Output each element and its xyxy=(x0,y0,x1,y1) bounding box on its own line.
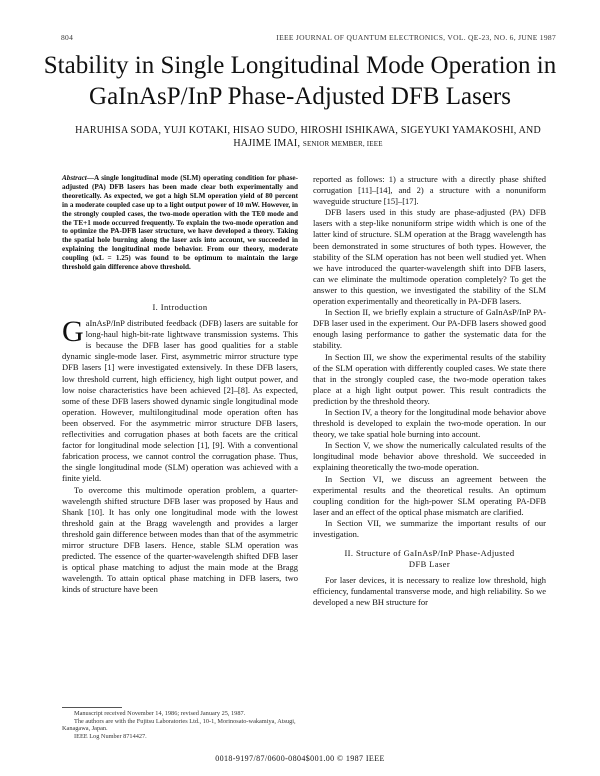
footnote xyxy=(62,707,298,740)
abstract-text: —A single longitudinal mode (SLM) operating condition for phase-adjusted (PA) DFB lasers has been made clear both experimentally and theoretically. As expected, we got a high SLM operation yield of 80 percent in a moderate coupled case up to a light output power of 10 mW. However, in the strongly coupled cases, the two-mode operation with the TE0 mode and the TE+1 mode occurred frequently. To explain the two-mode operation and to optimize the PA-DFB laser structure, we have developed a theory. Taking the spatial hole burning along the laser axis into account, we succeeded in explaining the longitudinal mode behavior. From our theory, moderate coupling (κL = 1.25) was found to be optimum to maintain the large threshold gain difference above threshold. xyxy=(62,174,298,272)
author-membership: SENIOR MEMBER, IEEE xyxy=(302,140,383,148)
right-column xyxy=(313,174,546,609)
para-dfb-lasers: DFB lasers used in this study are phase-adjusted (PA) DFB lasers with a step-like nonuniform stripe width which is one of the latter kind of structure. SLM operation at the Bragg wavelength has been demonstrated in some structures of both types. However, the stability of the SLM operation has not been well studied yet. When we have introduced the quarter-wavelength shift into DFB lasers, can we eliminate the multimode operation completely? To get the answer to this question, we investigated the stability of the SLM operation experimentally and theoretically in PA-DFB lasers. xyxy=(313,207,546,307)
para-continued: reported as follows: 1) a structure with a directly phase shifted corrugation [11]–[14], and 2) a structure with a nonuniform waveguide structure [15]–[17]. xyxy=(313,174,546,207)
paper-title: Stability in Single Longitudinal Mode Operation in GaInAsP/InP Phase-Adjusted DFB Lasers xyxy=(43,52,557,110)
abstract xyxy=(62,174,298,272)
drop-cap: G xyxy=(62,315,84,349)
para-section-6: In Section VI, we discuss an agreement between the experimental results and the theoretical results. An optimum coupling condition for the high-power SLM operating PA-DFB laser and an effect of the optical phase mismatch are clarified. xyxy=(313,473,546,517)
author-names: HARUHISA SODA, YUJI KOTAKI, HISAO SUDO, HIROSHI ISHIKAWA, SIGEYUKI YAMAKOSHI, AND HAJIME IMAI, xyxy=(75,125,541,149)
footnote-affiliation: The authors are with the Fujitsu Laboratories Ltd., 10-1, Morinosato-wakamiya, Atsugi, Kanagawa, Japan. xyxy=(62,717,296,733)
section-1-title: I. Introduction xyxy=(152,302,208,312)
para-section-2: In Section II, we briefly explain a structure of GaInAsP/InP PA-DFB laser used in the experiment. Our PA-DFB lasers showed good enough lasing performance to gather the systematic data for the stability. xyxy=(313,307,546,351)
section-1 xyxy=(62,302,298,595)
abstract-label: Abstract xyxy=(62,174,87,182)
footnote-rule xyxy=(62,707,122,708)
para-section-2-body: For laser devices, it is necessary to realize low threshold, high efficiency, fundamental transverse mode, and high reliability. So we developed a new BH structure for xyxy=(313,575,546,608)
para-section-4: In Section IV, a theory for the longitudinal mode behavior above threshold is developed to explain the two-mode operation. In our theory, we take spatial hole burning into account. xyxy=(313,406,546,440)
journal-name: IEEE JOURNAL OF QUANTUM ELECTRONICS, VOL. QE-23, NO. 6, JUNE 1987 xyxy=(276,33,556,42)
footnote-log: IEEE Log Number 8714427. xyxy=(74,732,147,740)
section-2-title-line-2: DFB Laser xyxy=(408,559,451,570)
section-1-para-2: To overcome this multimode operation problem, a quarter-wavelength shifted structure DFB laser was proposed by Haus and Shank [10]. It has only one longitudinal mode with the lowest threshold gain at the Bragg wavelength and provides a larger threshold gain difference between modes than that of the asymmetric mirror structure DFB lasers. Hence, stable SLM operation was predicted. The essence of the quarter-wavelength shifted DFB laser is optical phase matching to adjust the main mode at the Bragg wavelength. To attain optical phase matching in DFB lasers, two kinds of structure have been xyxy=(62,484,298,595)
section-2-title-line-1: II. Structure of GaInAsP/InP Phase-Adjusted xyxy=(344,548,515,559)
para-section-7: In Section VII, we summarize the important results of our investigation. xyxy=(313,517,546,539)
footnote-received: Manuscript received November 14, 1986; revised January 25, 1987. xyxy=(74,710,246,717)
para-section-3: In Section III, we show the experimental results of the stability of the SLM operation with differently coupled cases. We state there that in the strongly coupled case, the two-mode operation takes place at a high light output power. This result contradicts the prediction by the threshold theory. xyxy=(313,351,546,406)
page-number: 804 xyxy=(61,33,74,42)
para-section-5: In Section V, we show the numerically calculated results of the longitudinal mode behavior above threshold. We succeeded in explaining theoretically the two-mode operation. xyxy=(313,440,546,473)
copyright-footer: 0018-9197/87/0600-0804$001.00 © 1987 IEEE xyxy=(215,754,385,763)
section-1-para-1: GaInAsP/InP distributed feedback (DFB) lasers are suitable for long-haul high-bit-rate lightwave transmission systems. This is because the DFB laser has good qualities for a stable dynamic single-mode laser. First, asymmetric mirror structure type DFB lasers [1] were investigated extensively. In these DFB lasers, low threshold current, high efficiency, high light output power, and low noise characteristics have been achieved [2]–[8]. As expected, some of these DFB lasers showed dynamic single longitudinal mode operation. However, multilongitudinal mode operation often has been observed. For the asymmetric mirror structure DFB lasers, reflectivities and corrugation phases at both facets are the critical factor for longitudinal mode selection [1], [9]. With a conventional fabrication process, we cannot control the corrugation phase. Thus, the single longitudinal mode (SLM) operation was achieved with a finite yield. xyxy=(62,315,298,484)
author-list xyxy=(56,124,560,151)
